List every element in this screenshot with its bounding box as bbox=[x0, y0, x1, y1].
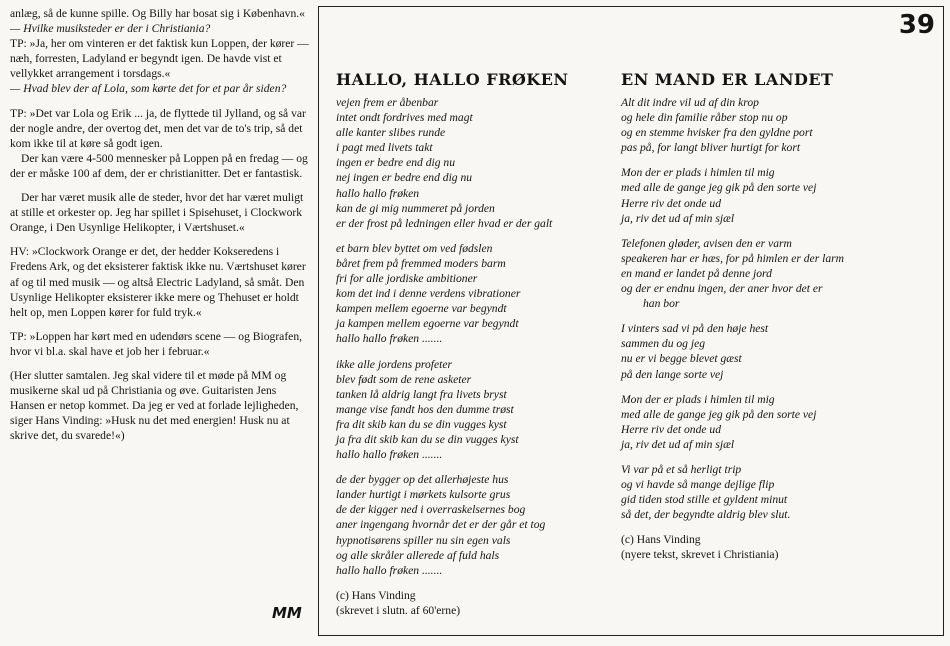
lyric-line: ikke alle jordens profeter bbox=[336, 357, 453, 371]
song-note: (nyere tekst, skrevet i Christiania) bbox=[621, 548, 779, 562]
verse bbox=[336, 241, 606, 347]
song-note: (skrevet i slutn. af 60'erne) bbox=[336, 603, 461, 617]
lyric-line: sammen du og jeg bbox=[621, 337, 706, 351]
verse bbox=[336, 472, 606, 578]
lyric-line: og alle skråler allerede af fuld hals bbox=[336, 548, 500, 562]
paragraph: Der kan være 4-500 mennesker på Loppen på en fredag — og der er måske 100 af dem, der er christianitter. Det er fantastisk. bbox=[10, 151, 308, 180]
verse bbox=[621, 95, 939, 155]
lyric-line: hallo hallo frøken ....... bbox=[336, 332, 443, 346]
paragraph: — Hvilke musiksteder er der i Christiania? bbox=[10, 22, 211, 36]
lyric-line: lander hurtigt i mørkets kulsorte grus bbox=[336, 488, 511, 502]
song-verses bbox=[621, 95, 939, 522]
lyric-line: kampen mellem egoerne var begyndt bbox=[336, 302, 507, 316]
lyric-line: hallo hallo frøken bbox=[336, 186, 420, 200]
lyric-line: mange vise fandt hos den dumme trøst bbox=[336, 402, 514, 416]
lyric-line: fri for alle jordiske ambitioner bbox=[336, 272, 478, 286]
verse bbox=[336, 357, 606, 463]
lyric-line: nej ingen er bedre end dig nu bbox=[336, 171, 473, 185]
lyric-line: kom det ind i denne verdens vibrationer bbox=[336, 287, 521, 301]
paragraph: — Hvad blev der af Lola, som kørte det for et par år siden? bbox=[10, 82, 287, 96]
lyric-line: han bor bbox=[643, 297, 680, 311]
lyric-line: kan de gi mig nummeret på jorden bbox=[336, 201, 495, 215]
lyric-line: med alle de gange jeg gik på den sorte vej bbox=[621, 407, 817, 421]
lyric-line: gid tiden stod stille et gyldent minut bbox=[621, 493, 788, 507]
lyric-line: speakeren har er hæs, for på himlen er der larm bbox=[621, 251, 845, 265]
lyric-line: Telefonen gløder, avisen den er varm bbox=[621, 236, 792, 250]
lyric-line: hallo hallo frøken ....... bbox=[336, 563, 443, 577]
lyric-line: og en stemme hvisker fra den gyldne port bbox=[621, 126, 813, 140]
lyric-line: med alle de gange jeg gik på den sorte vej bbox=[621, 181, 817, 195]
lyric-line: ja fra dit skib kan du se din vugges kyst bbox=[336, 432, 519, 446]
lyric-line: Alt dit indre vil ud af din krop bbox=[621, 96, 759, 109]
lyric-line: aner ingengang hvornår det er der går et tog bbox=[336, 518, 546, 532]
lyric-line: og der er endnu ingen, der aner hvor det er bbox=[621, 282, 823, 296]
paragraph: anlæg, så de kunne spille. Og Billy har bosat sig i København.« bbox=[10, 7, 305, 20]
lyric-line: ja kampen mellem egoerne var begyndt bbox=[336, 317, 519, 331]
lyric-line: i pagt med livets takt bbox=[336, 141, 433, 155]
lyric-line: og vi havde så mange dejlige flip bbox=[621, 478, 775, 492]
song-hallo-hallo-froken bbox=[336, 71, 606, 618]
signature: MM bbox=[272, 604, 302, 622]
paragraph: TP: »Ja, her om vinteren er det faktisk kun Loppen, der kører — næh, forresten, Ladyland er begyndt igen. De havde vist et vellykket arrangement i torsdags.« bbox=[10, 37, 309, 81]
lyrics-box bbox=[318, 6, 944, 636]
lyric-line: hallo hallo frøken ....... bbox=[336, 448, 443, 462]
paragraph: HV: »Clockwork Orange er det, der hedder Kokseredens i Fredens Ark, og det eksisterer faktisk ikke nu. Værtshuset kører af og til med musik — og altså Electric Ladyland, så småt. Den Usynlige Helikopter eksisterer ikke mere og Thehuset er holdt helt op, men Loppen kører for fuld tryk.« bbox=[10, 245, 306, 319]
verse bbox=[621, 236, 939, 311]
lyric-line: er der frost på ledningen eller hvad er der galt bbox=[336, 216, 553, 230]
lyric-line: pas på, for langt bliver hurtigt for kort bbox=[621, 141, 801, 155]
lyric-line: de der bygger op det allerhøjeste hus bbox=[336, 473, 509, 487]
lyric-line: båret frem på fremmed moders barm bbox=[336, 256, 506, 270]
page-number: 39 bbox=[898, 10, 935, 40]
lyric-line: intet ondt fordrives med magt bbox=[336, 111, 473, 125]
lyric-line: ingen er bedre end dig nu bbox=[336, 156, 456, 170]
song-credit: (c) Hans Vinding bbox=[621, 533, 701, 547]
lyric-line: alle kanter slibes runde bbox=[336, 126, 446, 140]
lyric-line: fra dit skib kan du se din vugges kyst bbox=[336, 417, 507, 431]
lyric-line: tanken lå aldrig langt fra livets bryst bbox=[336, 387, 507, 401]
paragraph: (Her slutter samtalen. Jeg skal videre til et møde på MM og musikerne skal ud på Christiania og øve. Guitaristen Jens Hansen er netop kommet. Da jeg er ved at forlade lejligheden, siger Hans Vinding: »Husk nu det med energien! Husk nu at skrive det, du svarede!«) bbox=[10, 368, 299, 443]
lyric-line: så det, der begyndte aldrig blev slut. bbox=[621, 508, 791, 522]
lyric-line: ja, riv det ud af min sjæl bbox=[621, 437, 735, 451]
verse bbox=[621, 165, 939, 225]
lyric-line: de der kigger ned i overraskelsernes bog bbox=[336, 503, 526, 517]
paragraph: Der har været musik alle de steder, hvor det har været muligt at stille et orkester op. Jeg har spillet i Spisehuset, i Clockwork Orange, i Den Usynlige Helikopter, i Værtshuset.« bbox=[10, 191, 304, 235]
paragraph: TP: »Det var Lola og Erik ... ja, de flyttede til Jylland, og så var der nogle andre, der overtog det, men det var de to's trip, så det kom ikke til at køre så godt igen. bbox=[10, 106, 306, 150]
verse bbox=[336, 95, 606, 231]
lyric-line: hypnotisørens spiller nu sin egen vals bbox=[336, 533, 511, 547]
paragraph: TP: »Loppen har kørt med en udendørs scene — og Biografen, hvor vi bl.a. skal have et job her i februar.« bbox=[10, 329, 303, 358]
lyric-line: en mand er landet på denne jord bbox=[621, 266, 772, 280]
interview-column bbox=[10, 6, 310, 622]
song-title: HALLO, HALLO FRØKEN bbox=[336, 70, 569, 89]
lyric-line: på den lange sorte vej bbox=[621, 367, 724, 381]
lyric-line: et barn blev byttet om ved fødslen bbox=[336, 241, 493, 255]
song-title: EN MAND ER LANDET bbox=[621, 70, 834, 89]
lyric-line: Vi var på et så herligt trip bbox=[621, 462, 742, 476]
verse bbox=[621, 462, 939, 522]
lyric-line: Herre riv det onde ud bbox=[621, 196, 722, 210]
lyric-line: Herre riv det onde ud bbox=[621, 422, 722, 436]
lyric-line: vejen frem er åbenbar bbox=[336, 96, 439, 109]
song-en-mand-er-landet bbox=[621, 71, 939, 563]
lyric-line: Mon der er plads i himlen til mig bbox=[621, 392, 775, 406]
song-verses bbox=[336, 95, 606, 578]
lyric-line: I vinters sad vi på den høje hest bbox=[621, 322, 769, 336]
lyric-line: ja, riv det ud af min sjæl bbox=[621, 211, 735, 225]
verse bbox=[621, 392, 939, 452]
lyric-line: nu er vi begge blevet gæst bbox=[621, 352, 742, 366]
verse bbox=[621, 321, 939, 381]
lyric-line: og hele din familie råber stop nu op bbox=[621, 111, 788, 125]
lyric-line: blev født som de rene asketer bbox=[336, 372, 472, 386]
lyric-line: Mon der er plads i himlen til mig bbox=[621, 166, 775, 180]
song-credit: (c) Hans Vinding bbox=[336, 588, 416, 602]
